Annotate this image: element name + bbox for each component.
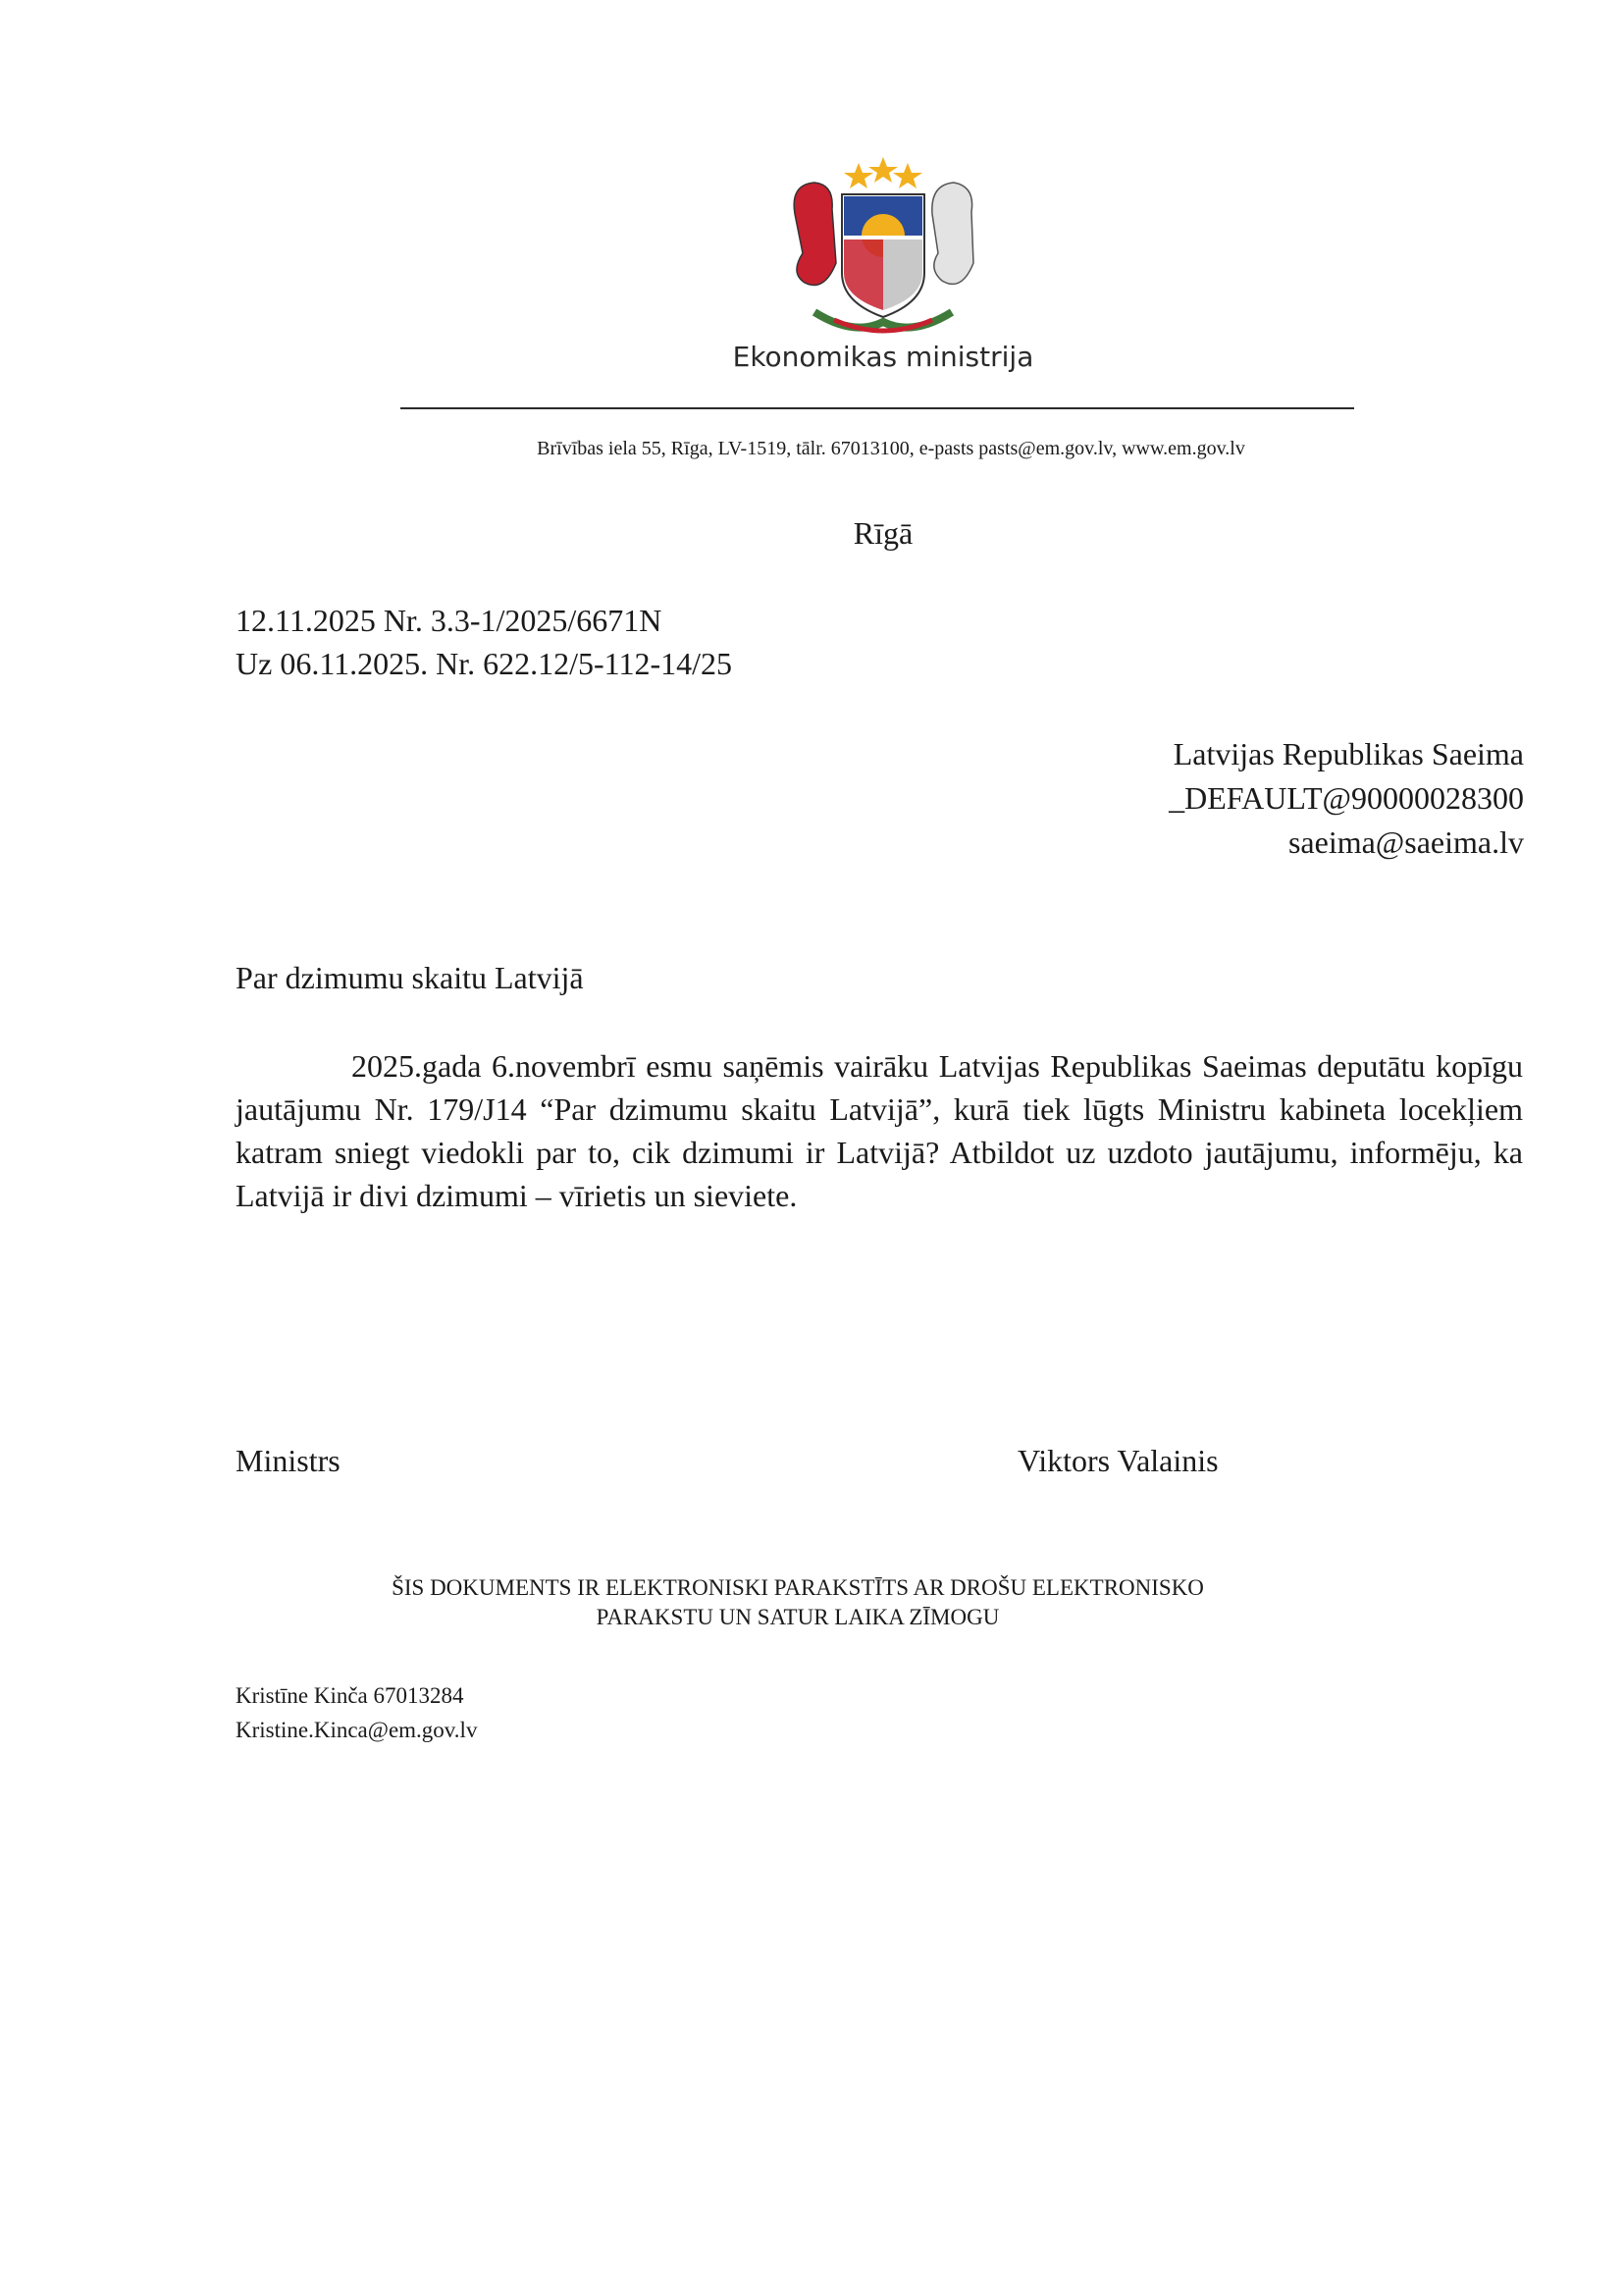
signatory-name: Viktors Valainis <box>1018 1443 1219 1478</box>
reference-number: Uz 06.11.2025. Nr. 622.12/5-112-14/25 <box>236 646 733 681</box>
recipient-name: Latvijas Republikas Saeima <box>1173 736 1524 771</box>
ministry-address: Brīvības iela 55, Rīga, LV-1519, tālr. 67013100, e-pasts pasts@em.gov.lv, www.em.gov.lv <box>537 438 1245 459</box>
letter-subject: Par dzimumu skaitu Latvijā <box>236 960 584 995</box>
recipient-id: _DEFAULT@90000028300 <box>1169 780 1524 816</box>
letter-body: 2025.gada 6.novembrī esmu saņēmis vairāku Latvijas Republikas Saeimas deputātu kopīgu jautājumu Nr. 179/J14 “Par dzimumu skaitu Latvijā”, kurā tiek lūgts Ministru kabineta locekļiem katram sniegt viedokli par to, cik dzimumi ir Latvijā? Atbildot uz uzdoto jautājumu, informēju, ka Latvijā ir divi dzimumi – vīrietis un sieviete. <box>236 1048 1523 1213</box>
header-divider <box>400 407 1354 409</box>
electronic-signature-note <box>236 1573 1360 1632</box>
recipient-email: saeima@saeima.lv <box>1287 824 1524 860</box>
signatory-role: Ministrs <box>236 1443 341 1478</box>
contact-email: Kristine.Kinca@em.gov.lv <box>236 1718 478 1742</box>
document-date-number: 12.11.2025 Nr. 3.3-1/2025/6671N <box>236 603 662 638</box>
ministry-name: Ekonomikas ministrija <box>732 341 1034 373</box>
place-of-issue: Rīgā <box>853 515 914 551</box>
latvia-coat-of-arms-icon <box>765 155 1001 342</box>
esign-note-line-1: ŠIS DOKUMENTS IR ELEKTRONISKI PARAKSTĪTS AR DROŠU ELEKTRONISKO <box>392 1575 1204 1600</box>
contact-name-phone: Kristīne Kinča 67013284 <box>236 1683 464 1708</box>
esign-note-line-2: PARAKSTU UN SATUR LAIKA ZĪMOGU <box>596 1605 1000 1629</box>
